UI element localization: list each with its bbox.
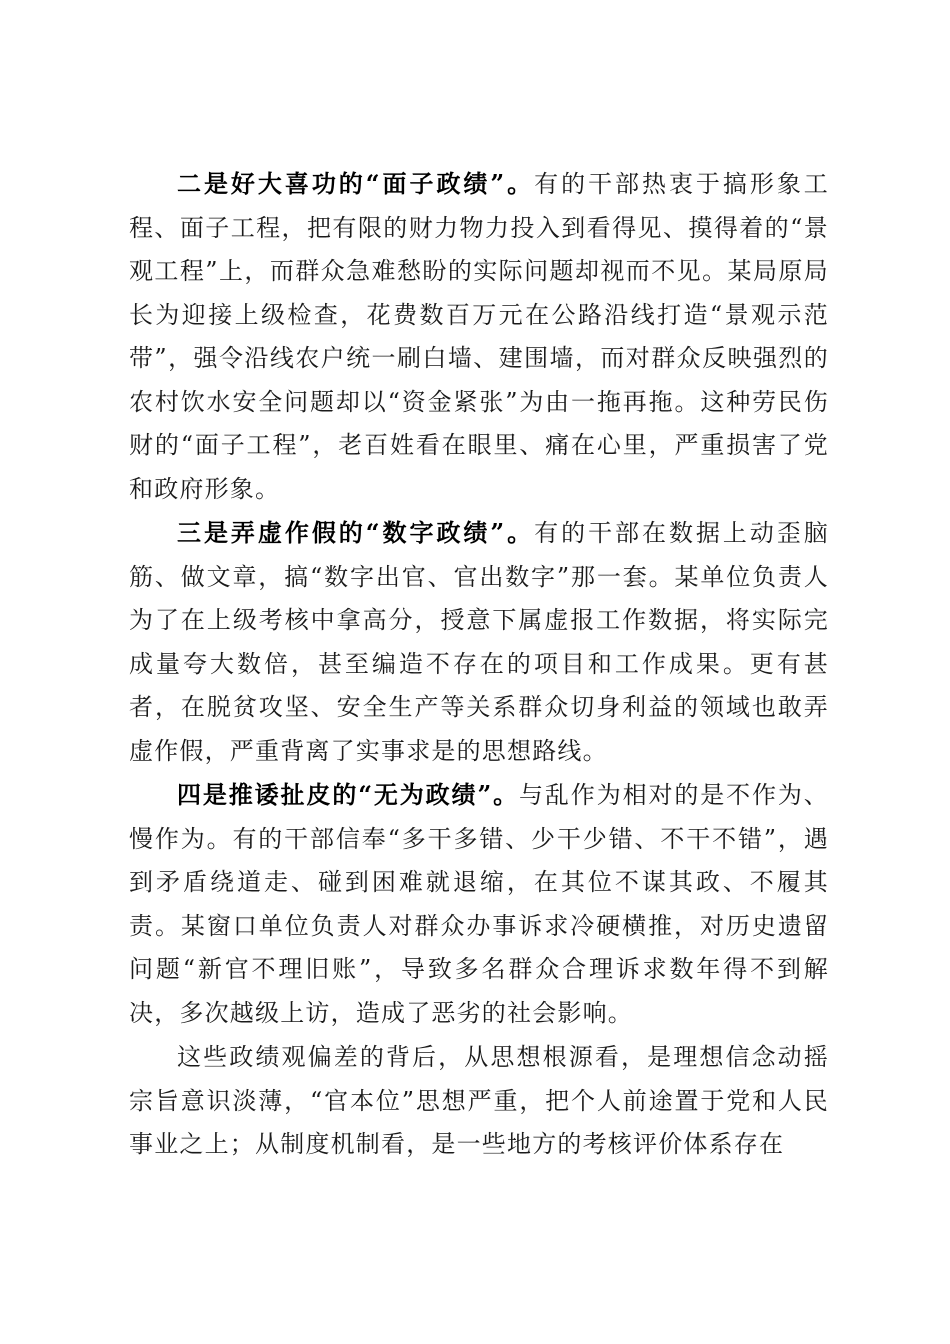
paragraph-heading: 四是推诿扯皮的“无为政绩”。 xyxy=(177,780,520,809)
paragraph-text: 这些政绩观偏差的背后，从思想根源看，是理想信念动摇宗旨意识淡薄，“官本位”思想严重，把个人前途置于党和人民事业之上；从制度机制看，是一些地方的考核评价体系存在 xyxy=(129,1043,829,1158)
paragraph-text: 有的干部热衷于搞形象工程、面子工程，把有限的财力物力投入到看得见、摸得着的“景观工程”上，而群众急难愁盼的实际问题却视而不见。某局原局长为迎接上级检查，花费数百万元在公路沿线打造“景观示范带”，强令沿线农户统一刷白墙、建围墙，而对群众反映强烈的农村饮水安全问题却以“资金紧张”为由一拖再拖。这种劳民伤财的“面子工程”，老百姓看在眼里、痛在心里，严重损害了党和政府形象。 xyxy=(129,170,829,503)
document-body xyxy=(129,162,829,1167)
paragraph-heading: 三是弄虚作假的“数字政绩”。 xyxy=(177,518,535,547)
paragraph-face-achievements xyxy=(129,162,829,511)
paragraph-heading: 二是好大喜功的“面子政绩”。 xyxy=(177,169,535,198)
paragraph-text: 与乱作为相对的是不作为、慢作为。有的干部信奉“多干多错、少干少错、不干不错”，遇到矛盾绕道走、碰到困难就退缩，在其位不谋其政、不履其责。某窗口单位负责人对群众办事诉求冷硬横推，对历史遗留问题“新官不理旧账”，导致多名群众合理诉求数年得不到解决，多次越级上访，造成了恶劣的社会影响。 xyxy=(129,781,829,1027)
paragraph-root-causes xyxy=(129,1035,829,1167)
paragraph-number-achievements xyxy=(129,511,829,773)
paragraph-text: 有的干部在数据上动歪脑筋、做文章，搞“数字出官、官出数字”那一套。某单位负责人为了在上级考核中拿高分，授意下属虚报工作数据，将实际完成量夸大数倍，甚至编造不存在的项目和工作成果。更有甚者，在脱贫攻坚、安全生产等关系群众切身利益的领域也敢弄虚作假，严重背离了实事求是的思想路线。 xyxy=(129,519,829,765)
paragraph-inaction-achievements xyxy=(129,773,829,1035)
